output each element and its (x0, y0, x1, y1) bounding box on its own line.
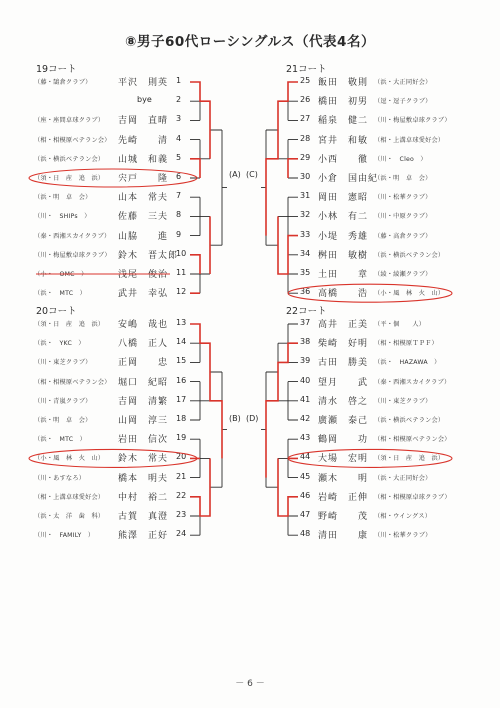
club-name: （須・日 産 追 浜） (34, 321, 105, 328)
page-title: ⑧男子60代ローシングルス（代表4名） (125, 34, 375, 50)
player-name: 稲泉 健二 (318, 116, 369, 126)
player-name: 小堤 秀雄 (318, 232, 369, 242)
seed-number: 11 (176, 268, 187, 277)
club-name: （浜・明 卓 会） (374, 175, 432, 182)
seed-number: 39 (300, 356, 311, 365)
court-label-20: 20コート (36, 306, 77, 317)
seed-number: 41 (300, 395, 311, 404)
seed-number: 26 (300, 95, 311, 104)
club-name: （川・中原クラブ） (374, 213, 432, 220)
player-name: 岩崎 正伸 (318, 493, 369, 503)
club-name: （秦・西湘スカイクラブ） (374, 379, 451, 386)
seed-number: 43 (300, 433, 311, 442)
club-name: （相・相模原ベテラン会） (374, 436, 451, 443)
seed-number: 15 (176, 356, 187, 365)
club-name: （川・ SHIPs ） (34, 213, 91, 220)
player-name: 清水 啓之 (318, 397, 369, 407)
club-name: （須・日 産 追 浜） (374, 455, 445, 462)
player-name: 安嶋 哉也 (118, 320, 169, 330)
seed-number: 29 (300, 153, 311, 162)
club-name: （相・相模原ベテラン会） (34, 379, 111, 386)
player-name: 鈴木 常夫 (118, 454, 169, 464)
club-name: （川・ Cleo ） (374, 156, 427, 163)
player-name: 武井 幸弘 (118, 289, 169, 299)
player-name: 鈴木 晋太郎 (118, 251, 179, 261)
seed-number: 20 (176, 452, 187, 461)
club-name: （小・風 林 火 山） (374, 290, 445, 297)
player-name: 土田 章 (318, 270, 369, 280)
player-name: 堀口 紀昭 (118, 378, 169, 388)
seed-number: 33 (300, 230, 311, 239)
seed-number: 4 (176, 134, 182, 143)
player-name: 吉岡 直晴 (118, 116, 169, 126)
club-name: （川・東芝クラブ） (374, 398, 432, 405)
club-name: （川・あすなろ） (34, 475, 86, 482)
player-name: 望月 武 (318, 378, 369, 388)
player-name: 野崎 茂 (318, 512, 369, 522)
club-name: （相・相模原ベテラン会） (34, 137, 111, 144)
seed-number: 35 (300, 268, 311, 277)
player-name: 佐藤 三夫 (118, 212, 169, 222)
bye-label: bye (137, 95, 152, 104)
player-name: 平沢 則英 (118, 78, 169, 88)
club-name: （川・梅屋敷卓球クラブ） (374, 117, 451, 124)
club-name: （浜・太 洋 歯 科） (34, 513, 105, 520)
player-name: 先崎 清 (118, 136, 169, 146)
club-name: （浜・ MTC ） (34, 290, 86, 297)
club-name: （浜・ MTC ） (34, 436, 86, 443)
page-number: － 6 － (235, 679, 265, 689)
club-name: （浜・ YKC ） (34, 340, 85, 347)
seed-number: 10 (176, 249, 187, 258)
seed-number: 28 (300, 134, 311, 143)
bracket-left (190, 82, 227, 293)
club-name: （逗・逗子クラブ） (374, 98, 432, 105)
seed-number: 30 (300, 172, 311, 181)
seed-number: 14 (176, 337, 187, 346)
player-name: 柴崎 好明 (318, 339, 369, 349)
club-name: （秦・西湘スカイクラブ） (34, 233, 111, 240)
red-marker (266, 343, 298, 516)
court-label-19: 19コート (36, 64, 77, 75)
club-name: （相・相模原ＴＰＦ） (374, 340, 438, 347)
club-name: （浜・横浜ベテラン会） (374, 417, 445, 424)
seed-number: 44 (300, 452, 311, 461)
seed-number: 36 (300, 287, 311, 296)
highlight-oval (288, 449, 452, 467)
player-name: 古田 勝美 (318, 358, 369, 368)
club-name: （須・日 産 追 浜） (34, 175, 105, 182)
club-name: （相・相模原卓球クラブ） (374, 494, 451, 501)
club-name: （藤・鵠倉クラブ） (34, 79, 92, 86)
club-name: （浜・ HAZAWA ） (374, 359, 441, 366)
player-name: 山本 常夫 (118, 193, 169, 203)
player-name: 正岡 忠 (118, 358, 169, 368)
club-name: （川・ FAMILY ） (34, 532, 95, 539)
seed-number: 32 (300, 210, 311, 219)
player-name: 大場 宏明 (318, 454, 369, 464)
block-label-d: (D) (246, 414, 259, 423)
club-name: （川・梅屋敷卓球クラブ） (34, 252, 111, 259)
club-name: （浜・横浜ベテラン会） (34, 156, 105, 163)
club-name: （川・東芝クラブ） (34, 359, 92, 366)
highlight-oval (29, 449, 197, 467)
seed-number: 16 (176, 376, 187, 385)
player-name: 高橋 浩 (318, 289, 369, 299)
player-name: 桝田 敏樹 (318, 251, 369, 261)
club-name: （小・ OMC ） (34, 271, 88, 278)
seed-number: 31 (300, 191, 311, 200)
player-name: 清田 康 (318, 531, 369, 541)
club-name: （相・上溝卓球愛好会） (34, 494, 105, 501)
player-name: 山脇 進 (118, 232, 169, 242)
seed-number: 19 (176, 433, 187, 442)
seed-number: 5 (176, 153, 182, 162)
club-name: （川・青嵐クラブ） (34, 398, 92, 405)
seed-number: 17 (176, 395, 187, 404)
seed-number: 48 (300, 529, 311, 538)
player-name: 宮井 和敏 (318, 136, 369, 146)
seed-number: 22 (176, 491, 187, 500)
seed-number: 47 (300, 510, 311, 519)
player-name: 山城 和義 (118, 155, 169, 165)
seed-number: 18 (176, 414, 187, 423)
player-name: 瀬木 明 (318, 474, 369, 484)
player-name: 高井 正美 (318, 320, 369, 330)
block-label-b: (B) (229, 414, 241, 423)
club-name: （浜・横浜ベテラン会） (374, 252, 445, 259)
highlight-oval (288, 284, 452, 302)
court-label-22: 22コート (286, 306, 327, 317)
seed-number: 7 (176, 191, 182, 200)
seed-number: 2 (176, 95, 182, 104)
club-name: （浜・大正同好会） (374, 79, 432, 86)
seed-number: 40 (300, 376, 311, 385)
seed-number: 25 (300, 76, 311, 85)
club-name: （浜・大正同好会） (374, 475, 432, 482)
player-name: 飯田 敬則 (318, 78, 369, 88)
club-name: （座・座間卓球クラブ） (34, 117, 105, 124)
club-name: （川・松華クラブ） (374, 532, 432, 539)
seed-number: 46 (300, 491, 311, 500)
player-name: 浅尾 俊治 (118, 270, 169, 280)
seed-number: 21 (176, 472, 187, 481)
club-name: （小・風 林 火 山） (34, 455, 105, 462)
player-name: 岡田 憲昭 (318, 193, 369, 203)
seed-number: 6 (176, 172, 182, 181)
club-name: （相・上溝卓球愛好会） (374, 137, 445, 144)
club-name: （川・松華クラブ） (374, 194, 432, 201)
player-name: 山岡 淳三 (118, 416, 169, 426)
player-name: 橋本 明夫 (118, 474, 169, 484)
player-name: 小西 徹 (318, 155, 369, 165)
player-name: 廣瀬 泰己 (318, 416, 369, 426)
club-name: （浜・明 卓 会） (34, 194, 92, 201)
seed-number: 23 (176, 510, 187, 519)
seed-number: 37 (300, 318, 311, 327)
seed-number: 3 (176, 114, 182, 123)
court-label-21: 21コート (286, 64, 327, 75)
seed-number: 27 (300, 114, 311, 123)
player-name: 吉岡 清繁 (118, 397, 169, 407)
block-label-a: (A) (229, 170, 241, 179)
player-name: 小林 有二 (318, 212, 369, 222)
club-name: （平・個 人） (374, 321, 426, 328)
seed-number: 13 (176, 318, 187, 327)
player-name: 宍戸 隆 (118, 174, 169, 184)
player-name: 中村 裕二 (118, 493, 169, 503)
player-name: 八橋 正人 (118, 339, 169, 349)
club-name: （綾・綾瀬クラブ） (374, 271, 432, 278)
player-name: 小倉 国由紀 (318, 174, 379, 184)
seed-number: 45 (300, 472, 311, 481)
player-name: 鶴岡 功 (318, 435, 369, 445)
block-label-c: (C) (246, 170, 258, 179)
seed-number: 9 (176, 230, 182, 239)
seed-number: 12 (176, 287, 187, 296)
club-name: （浜・明 卓 会） (34, 417, 92, 424)
seed-number: 42 (300, 414, 311, 423)
seed-number: 8 (176, 210, 182, 219)
seed-number: 38 (300, 337, 311, 346)
player-name: 岩田 信次 (118, 435, 169, 445)
seed-number: 1 (176, 76, 182, 85)
club-name: （藤・高倉クラブ） (374, 233, 432, 240)
player-name: 古賀 真澄 (118, 512, 169, 522)
club-name: （相・ウイングス） (374, 513, 432, 520)
player-name: 橋田 初男 (318, 97, 369, 107)
highlight-oval (29, 169, 197, 187)
seed-number: 24 (176, 529, 187, 538)
seed-number: 34 (300, 249, 311, 258)
player-name: 熊澤 正好 (118, 531, 169, 541)
